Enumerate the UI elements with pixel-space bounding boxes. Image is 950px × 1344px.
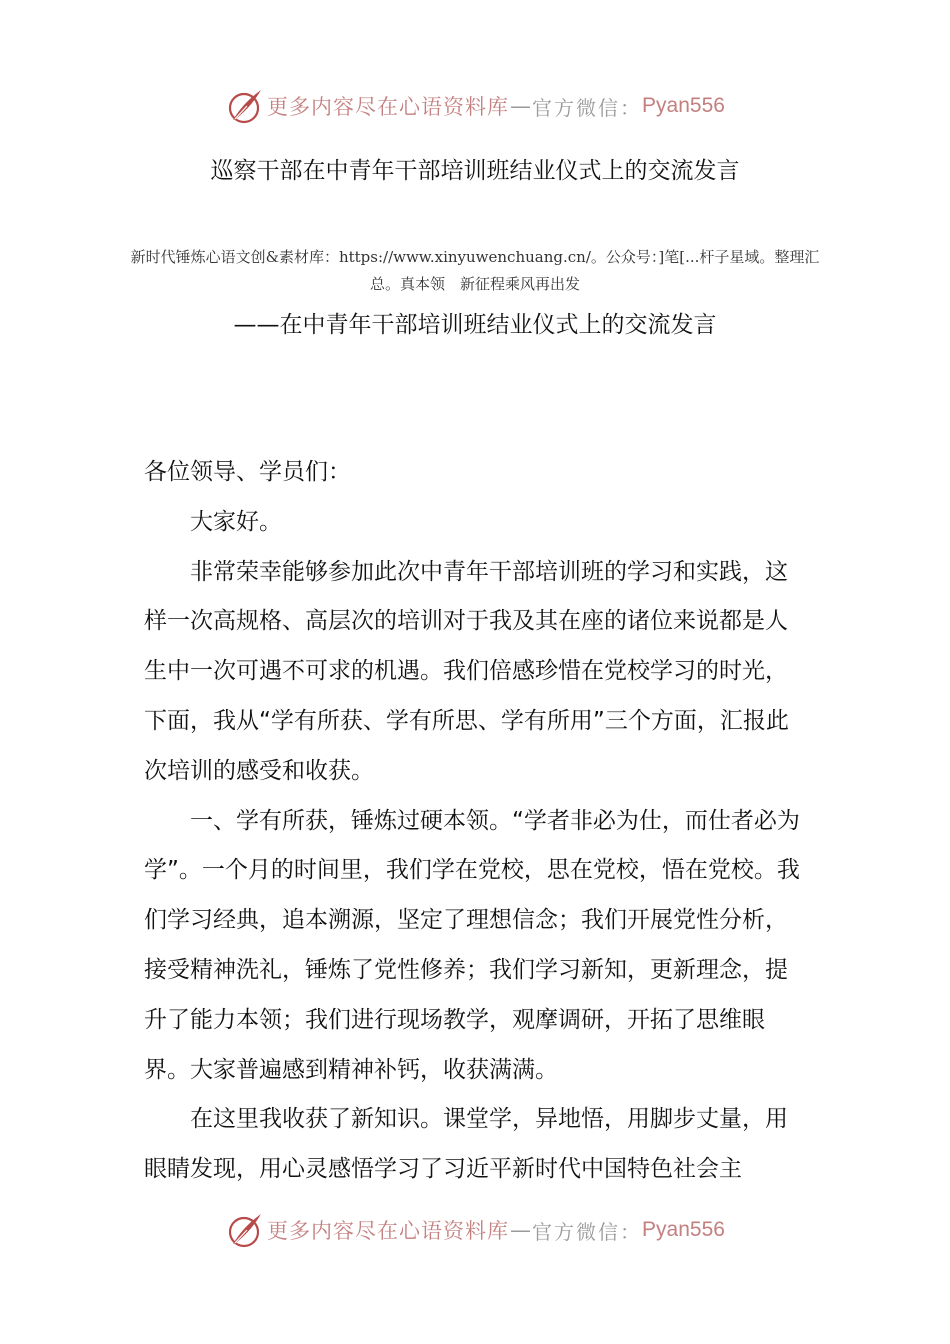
paragraph: 非常荣幸能够参加此次中青年干部培训班的学习和实践，这样一次高规格、高层次的培训对于我及其在座的诸位来说都是人生中一次可遇不可求的机遇。我们倍感珍惜在党校学习的时光，下面，我从“学有所获、学有所思、学有所用”三个方面，汇报此次培训的感受和收获。 xyxy=(144,558,789,784)
watermark-wechat-id: Pyan556 xyxy=(642,94,725,117)
watermark-dash: — xyxy=(510,94,532,118)
quill-logo-icon xyxy=(225,1210,265,1250)
watermark-wechat-id: Pyan556 xyxy=(642,1218,725,1241)
watermark-wechat-label: 官方微信： xyxy=(532,1219,643,1244)
document-body xyxy=(144,448,806,1195)
watermark-wechat-label: 官方微信： xyxy=(532,95,643,120)
watermark-brand: 更多内容尽在心语资料库 xyxy=(267,95,510,119)
source-note: 新时代锤炼心语文创&素材库：https://www.xinyuwenchuang.cn/。公众号：]笔[...杆子星域。整理汇总。真本领 新征程乘风再出发 xyxy=(130,248,820,293)
watermark-banner-bottom xyxy=(0,1208,950,1252)
quill-logo-icon xyxy=(225,86,265,126)
document-subtitle: ——在中青年干部培训班结业仪式上的交流发言 xyxy=(233,312,717,338)
paragraph: 在这里我收获了新知识。课堂学，异地悟，用脚步丈量，用眼睛发现，用心灵感悟学习了习近平新时代中国特色社会主 xyxy=(144,1106,788,1183)
document-title: 巡察干部在中青年干部培训班结业仪式上的交流发言 xyxy=(210,158,740,184)
salutation: 各位领导、学员们： xyxy=(144,459,351,485)
watermark-dash: — xyxy=(510,1218,532,1242)
watermark-brand: 更多内容尽在心语资料库 xyxy=(267,1219,510,1243)
greeting: 大家好。 xyxy=(190,508,282,535)
paragraph: 一、学有所获，锤炼过硬本领。“学者非必为仕，而仕者必为学”。一个月的时间里，我们学在党校，思在党校，悟在党校。我们学习经典，追本溯源，坚定了理想信念；我们开展党性分析，接受精神洗礼，锤炼了党性修养；我们学习新知，更新理念，提升了能力本领；我们进行现场教学，观摩调研，开拓了思维眼界。大家普遍感到精神补钙，收获满满。 xyxy=(144,807,800,1083)
watermark-banner-top xyxy=(0,84,950,128)
